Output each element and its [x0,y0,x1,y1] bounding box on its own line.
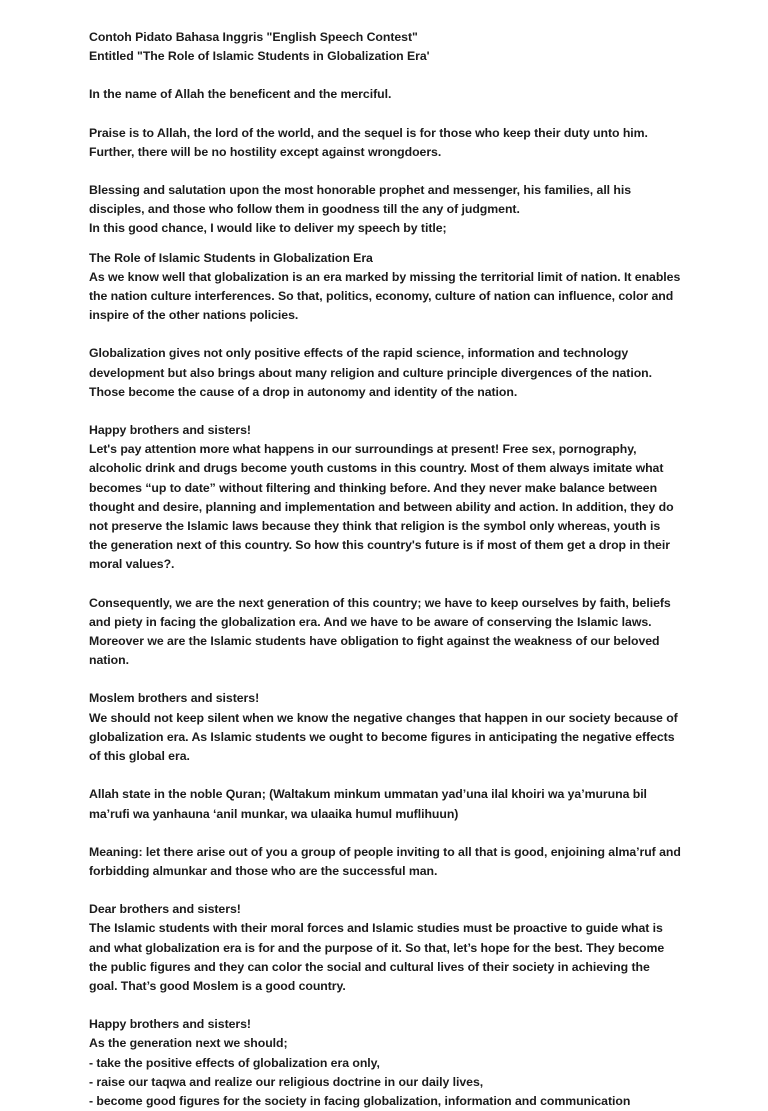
spacer [89,881,681,900]
silent-paragraph: We should not keep silent when we know the negative changes that happen in our society because of globalization era. As Islamic students we ought to become figures in anticipating the negative effects of this global era. [89,710,678,764]
attention-paragraph: Let's pay attention more what happens in our surroundings at present! Free sex, pornography, alcoholic drink and drugs become youth customs in this country. Most of them always imitate what becomes “up to date” without filtering and thinking before. And they never make balance between thought and desire, planning and implementation and between ability and action. In addition, they do not preserve the Islamic laws because they think that religion is the symbol only whereas, youth is the generation next of this country. So how this country's future is if most of them get a drop in their moral values?. [89,442,674,572]
quran-meaning-paragraph: Meaning: let there arise out of you a group of people inviting to all that is good, enjoining alma’ruf and forbidding almunkar and those who are the successful man. [89,844,681,878]
list-item: - take the positive effects of globalization era only, [89,1055,380,1070]
salutation-moslem: Moslem brothers and sisters! [89,691,260,706]
basmalah-paragraph: In the name of Allah the beneficent and the merciful. [89,87,392,102]
spacer [89,402,681,421]
document-title-line-1: Contoh Pidato Bahasa Inggris "English Speech Contest" [89,30,418,44]
document-title-block [89,28,681,66]
quran-quote-text: (Waltakum minkum ummatan yad’una ilal khoiri wa ya’muruna bil ma’rufi wa yanhauna ‘anil munkar, wa ulaaika humul muflihuun) [89,787,647,821]
spacer [89,105,681,124]
quran-intro-text: Allah state in the noble Quran; [89,787,270,802]
proactive-paragraph: The Islamic students with their moral forces and Islamic studies must be proactive to guide what is and what globalization era is for and the purpose of it. So that, let’s hope for the best. They become the public figures and they can color the social and cultural lives of their society in achieving the goal. That’s good Moslem is a good country. [89,921,665,993]
section-heading: The Role of Islamic Students in Globalization Era [89,250,373,265]
document-title-line-2: Entitled "The Role of Islamic Students in Globalization Era' [89,49,430,64]
spacer [89,766,681,785]
salutation-happy-1: Happy brothers and sisters! [89,423,251,438]
spacer [89,162,681,181]
quran-quote-paragraph [89,785,681,823]
spacer [89,996,681,1015]
list-item: - raise our taqwa and realize our religious doctrine in our daily lives, [89,1074,484,1089]
praise-line-1: Praise is to Allah, the lord of the world, and the sequel is for those who keep their duty unto him. [89,125,648,140]
consequently-paragraph: Consequently, we are the next generation of this country; we have to keep ourselves by faith, beliefs and piety in facing the globalization era. And we have to be aware of conserving the Islamic laws. Moreover we are the Islamic students have obligation to fight against the weakness of our beloved nation. [89,595,671,668]
spacer [89,239,681,249]
spacer [89,66,681,85]
globalization-effects-paragraph: Globalization gives not only positive effects of the rapid science, information and technology development but also brings about many religion and culture principle divergences of the nation. Those become the cause of a drop in autonomy and identity of the nation. [89,346,652,399]
spacer [89,670,681,689]
spacer [89,824,681,843]
praise-line-2: Further, there will be no hostility except against wrongdoers. [89,144,442,159]
section-intro-paragraph: As we know well that globalization is an era marked by missing the territorial limit of nation. It enables the nation culture interferences. So that, politics, economy, culture of nation can influence, color and inspire of the other nations policies. [89,269,681,323]
document-body [89,28,681,1111]
spacer [89,575,681,594]
spacer [89,325,681,344]
blessing-line-1: Blessing and salutation upon the most honorable prophet and messenger, his families, all his disciples, and those who follow them in goodness till the any of judgment. [89,183,632,217]
generation-lead-in: As the generation next we should; [89,1036,288,1051]
blessing-line-2: In this good chance, I would like to deliver my speech by title; [89,221,447,236]
list-item: - become good figures for the society in facing globalization, information and communication [89,1093,631,1108]
salutation-happy-2: Happy brothers and sisters! [89,1017,251,1032]
salutation-dear: Dear brothers and sisters! [89,902,241,917]
